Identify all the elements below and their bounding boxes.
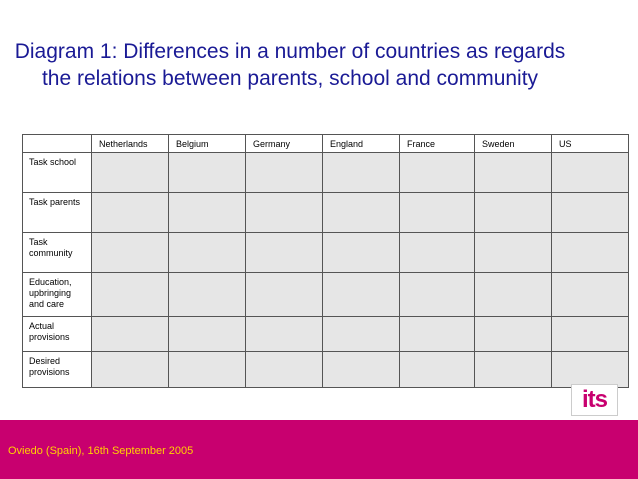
column-header: Netherlands <box>92 135 169 153</box>
table-cell <box>552 273 629 317</box>
column-header: Belgium <box>169 135 246 153</box>
table-cell <box>92 233 169 273</box>
table-cell <box>475 193 552 233</box>
table-row <box>23 193 629 233</box>
row-label: Education, upbringing and care <box>23 273 92 317</box>
table-cell <box>475 233 552 273</box>
table-row <box>23 317 629 352</box>
table-cell <box>169 193 246 233</box>
row-label: Task parents <box>23 193 92 233</box>
table-cell <box>246 153 323 193</box>
table-cell <box>552 317 629 352</box>
table-cell <box>323 352 400 388</box>
column-header: US <box>552 135 629 153</box>
column-header: France <box>400 135 475 153</box>
table-cell <box>400 153 475 193</box>
table-cell <box>323 233 400 273</box>
table-cell <box>323 193 400 233</box>
table-cell <box>475 153 552 193</box>
table-cell <box>92 352 169 388</box>
table-cell <box>400 317 475 352</box>
table-cell <box>323 273 400 317</box>
table-row <box>23 233 629 273</box>
table-cell <box>92 153 169 193</box>
table-cell <box>400 352 475 388</box>
row-label: Desired provisions <box>23 352 92 388</box>
table-cell <box>246 233 323 273</box>
table-cell <box>169 153 246 193</box>
comparison-table <box>22 134 629 388</box>
table-cell <box>475 273 552 317</box>
table-cell <box>246 317 323 352</box>
table-cell <box>400 193 475 233</box>
table-row <box>23 153 629 193</box>
table-cell <box>475 317 552 352</box>
table-cell <box>552 352 629 388</box>
table-cell <box>92 273 169 317</box>
row-label: Task community <box>23 233 92 273</box>
table-row <box>23 273 629 317</box>
table-cell <box>552 153 629 193</box>
table-cell <box>552 193 629 233</box>
table-row <box>23 352 629 388</box>
table-cell <box>169 273 246 317</box>
table-cell <box>400 233 475 273</box>
table-cell <box>169 317 246 352</box>
table-cell <box>323 153 400 193</box>
column-header: Germany <box>246 135 323 153</box>
its-logo: its <box>571 384 618 416</box>
table-cell <box>92 193 169 233</box>
table-cell <box>475 352 552 388</box>
footer-text: Oviedo (Spain), 16th September 2005 <box>8 445 194 457</box>
row-label: Task school <box>23 153 92 193</box>
table-cell <box>169 352 246 388</box>
column-header: Sweden <box>475 135 552 153</box>
table-cell <box>323 317 400 352</box>
row-label: Actual provisions <box>23 317 92 352</box>
page-title: Diagram 1: Differences in a number of countries as regards the relations between parents, school and community <box>14 40 566 90</box>
column-header <box>23 135 92 153</box>
table-cell <box>169 233 246 273</box>
column-header: England <box>323 135 400 153</box>
table-header-row <box>23 135 629 153</box>
table-cell <box>552 233 629 273</box>
table-cell <box>246 193 323 233</box>
table-cell <box>246 273 323 317</box>
table-cell <box>246 352 323 388</box>
table-cell <box>92 317 169 352</box>
table-cell <box>400 273 475 317</box>
